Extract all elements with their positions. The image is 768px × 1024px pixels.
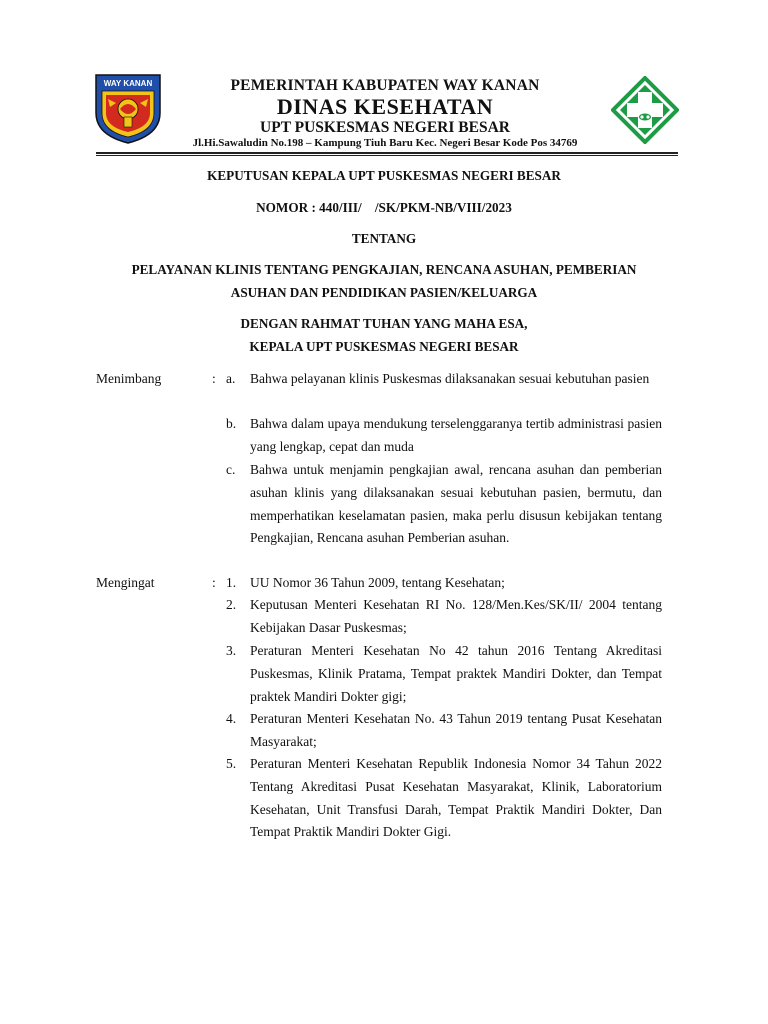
subject-line-2: ASUHAN DAN PENDIDIKAN PASIEN/KELUARGA xyxy=(230,285,538,300)
way-kanan-emblem-icon xyxy=(94,73,162,145)
list-item-marker: c. xyxy=(226,462,236,477)
decree-title: KEPUTUSAN KEPALA UPT PUSKESMAS NEGERI BESAR xyxy=(207,168,561,183)
puskesmas-logo-icon xyxy=(611,76,679,144)
list-item-marker: 3. xyxy=(226,643,237,658)
grace-line-2: KEPALA UPT PUSKESMAS NEGERI BESAR xyxy=(249,339,519,354)
agency-name: DINAS KESEHATAN xyxy=(276,94,494,119)
list-item-text: Bahwa pelayanan klinis Puskesmas dilaksanakan sesuai kebutuhan pasien xyxy=(250,371,650,386)
header-rule-thick xyxy=(96,152,678,154)
list-item-marker: 5. xyxy=(226,756,237,771)
list-item-marker: b. xyxy=(226,416,237,431)
menimbang-label: Menimbang xyxy=(96,371,162,386)
list-item-text: Peraturan Menteri Kesehatan No. 43 Tahun 2019 tentang Pusat Kesehatan Masyarakat; xyxy=(250,711,662,749)
menimbang-colon: : xyxy=(212,371,216,386)
grace-line-1: DENGAN RAHMAT TUHAN YANG MAHA ESA, xyxy=(240,316,528,331)
list-item-marker: a. xyxy=(226,371,236,386)
list-item-marker: 4. xyxy=(226,711,237,726)
header-rule-thin xyxy=(96,155,678,156)
list-item-text: Peraturan Menteri Kesehatan No 42 tahun 2016 Tentang Akreditasi Puskesmas, Klinik Pratama, Tempat praktek Mandiri Dokter, dan Tempat praktek Mandiri Dokter gigi; xyxy=(250,643,662,704)
emblem-text: WAY KANAN xyxy=(103,79,153,88)
list-item-marker: 1. xyxy=(226,575,237,590)
unit-name: UPT PUSKESMAS NEGERI BESAR xyxy=(260,119,510,136)
decree-number: NOMOR : 440/III/ /SK/PKM-NB/VIII/2023 xyxy=(256,200,512,215)
subject-line-1: PELAYANAN KLINIS TENTANG PENGKAJIAN, RENCANA ASUHAN, PEMBERIAN xyxy=(131,262,637,277)
list-item-text: Bahwa dalam upaya mendukung terselenggaranya tertib administrasi pasien yang lengkap, cepat dan muda xyxy=(250,416,662,454)
mengingat-colon: : xyxy=(212,575,216,590)
list-item-text: Peraturan Menteri Kesehatan Republik Indonesia Nomor 34 Tahun 2022 Tentang Akreditasi Pusat Kesehatan Masyarakat, Klinik, Laboratorium Kesehatan, Unit Transfusi Darah, Tempat Praktik Mandiri Dokter, Dan Tempat Praktik Mandiri Dokter Gigi. xyxy=(250,756,662,840)
list-item-text: Bahwa untuk menjamin pengkajian awal, rencana asuhan dan pemberian asuhan klinis yang dilaksanakan sesuai kebutuhan pasien, bermutu, dan memperhatikan keselamatan pasien, maka perlu disusun kebijakan tentang Pengkajian, Rencana asuhan Pemberian asuhan. xyxy=(250,462,662,546)
list-item-marker: 2. xyxy=(226,597,237,612)
mengingat-label: Mengingat xyxy=(96,575,155,590)
about-heading: TENTANG xyxy=(351,231,417,246)
address: Jl.Hi.Sawaludin No.198 – Kampung Tiuh Baru Kec. Negeri Besar Kode Pos 34769 xyxy=(192,137,578,149)
government-name: PEMERINTAH KABUPATEN WAY KANAN xyxy=(230,77,540,94)
list-item-text: UU Nomor 36 Tahun 2009, tentang Kesehatan; xyxy=(250,575,505,590)
list-item-text: Keputusan Menteri Kesehatan RI No. 128/Men.Kes/SK/II/ 2004 tentang Kebijakan Dasar Puskesmas; xyxy=(250,597,662,635)
